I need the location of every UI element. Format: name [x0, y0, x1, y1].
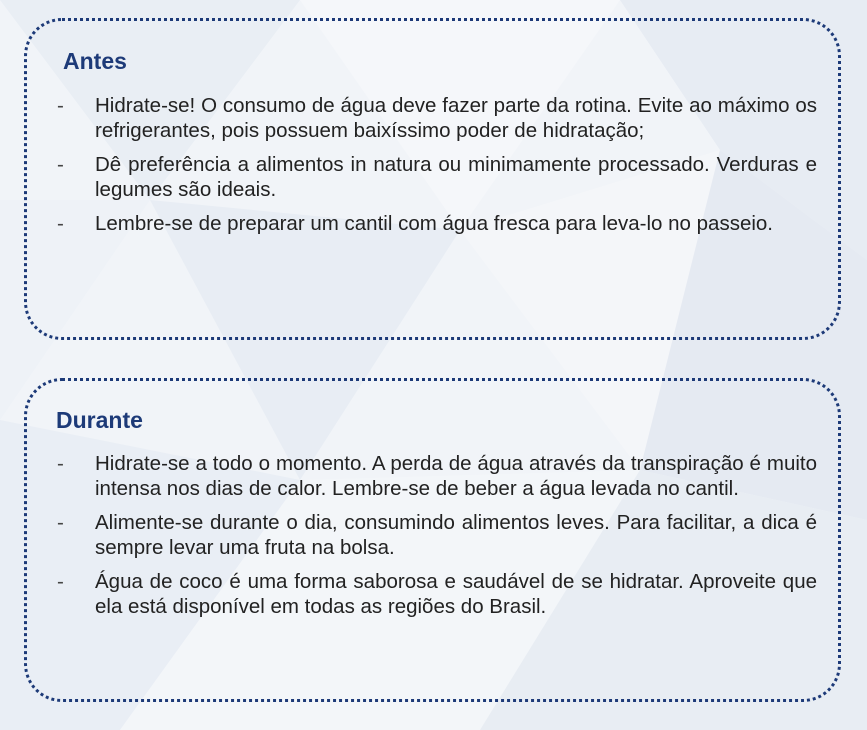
- list-item: [57, 93, 817, 143]
- section-title-antes: Antes: [63, 48, 127, 74]
- dash-bullet: -: [57, 94, 64, 117]
- section-durante: [24, 378, 841, 702]
- list-durante: [57, 451, 817, 619]
- dash-bullet: -: [57, 153, 64, 176]
- list-item: [57, 451, 817, 501]
- list-item-text: Água de coco é uma forma saborosa e saudável de se hidratar. Aproveite que ela está disponível em todas as regiões do Brasil.: [95, 570, 817, 618]
- list-item: [57, 211, 817, 236]
- list-item-text: Hidrate-se! O consumo de água deve fazer parte da rotina. Evite ao máximo os refrigerantes, pois possuem baixíssimo poder de hidratação;: [95, 94, 817, 142]
- dash-bullet: -: [57, 511, 64, 534]
- list-item-text: Alimente-se durante o dia, consumindo alimentos leves. Para facilitar, a dica é sempre levar uma fruta na bolsa.: [95, 511, 817, 559]
- list-item-text: Dê preferência a alimentos in natura ou minimamente processado. Verduras e legumes são ideais.: [95, 153, 817, 201]
- list-item-text: Hidrate-se a todo o momento. A perda de água através da transpiração é muito intensa nos dias de calor. Lembre-se de beber a água levada no cantil.: [95, 452, 817, 500]
- dash-bullet: -: [57, 452, 64, 475]
- list-item: [57, 569, 817, 619]
- list-item-text: Lembre-se de preparar um cantil com água fresca para leva-lo no passeio.: [95, 212, 773, 235]
- section-antes: [24, 18, 841, 340]
- dash-bullet: -: [57, 212, 64, 235]
- list-antes: [57, 93, 817, 236]
- dash-bullet: -: [57, 570, 64, 593]
- list-item: [57, 510, 817, 560]
- section-title-durante: Durante: [56, 407, 143, 433]
- list-item: [57, 152, 817, 202]
